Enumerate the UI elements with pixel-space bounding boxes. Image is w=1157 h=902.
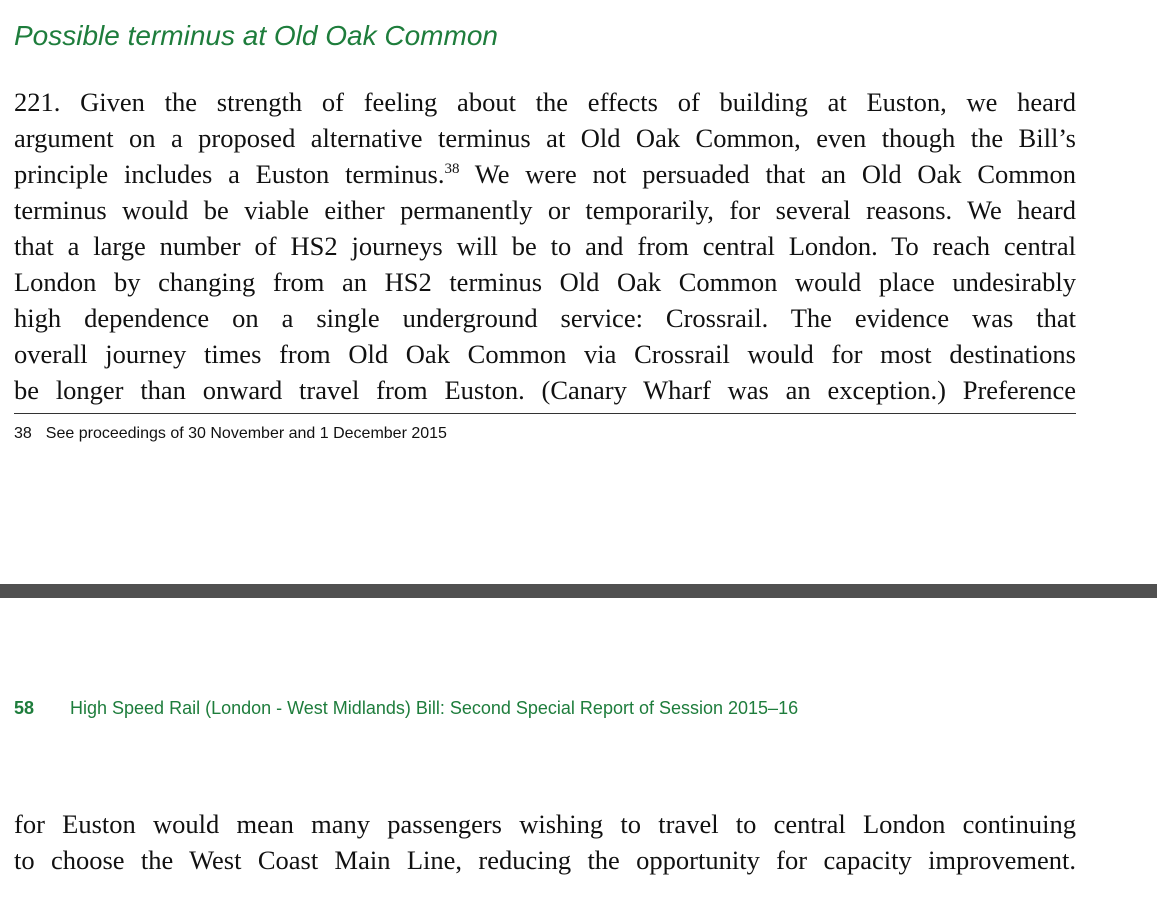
paragraph-line-text: principle includes a Euston terminus. bbox=[14, 159, 445, 189]
paragraph-line: terminus would be viable either permanently or temporarily, for several reasons. We heard bbox=[14, 195, 1076, 225]
paragraph-221 bbox=[14, 84, 1076, 408]
paragraph-continuation bbox=[14, 806, 1076, 878]
paragraph-line: argument on a proposed alternative terminus at Old Oak Common, even though the Bill’s bbox=[14, 123, 1076, 153]
paragraph-line: to choose the West Coast Main Line, reducing the opportunity for capacity improvement. bbox=[14, 845, 1076, 875]
footnote-separator bbox=[14, 413, 1076, 414]
running-header bbox=[14, 698, 798, 719]
footnote-reference[interactable]: 38 bbox=[444, 161, 460, 177]
paragraph-line: high dependence on a single underground service: Crossrail. The evidence was that bbox=[14, 303, 1076, 333]
paragraph-line: 221. Given the strength of feeling about the effects of building at Euston, we heard bbox=[14, 87, 1076, 117]
footnote-text: See proceedings of 30 November and 1 December 2015 bbox=[45, 425, 447, 442]
page-divider bbox=[0, 584, 1157, 598]
paragraph-line-with-footnote bbox=[14, 156, 1076, 192]
paragraph-line: overall journey times from Old Oak Common via Crossrail would for most destinations bbox=[14, 339, 1076, 369]
paragraph-line: that a large number of HS2 journeys will be to and from central London. To reach central bbox=[14, 231, 1076, 261]
paragraph-line: for Euston would mean many passengers wishing to travel to central London continuing bbox=[14, 809, 1076, 839]
paragraph-line: London by changing from an HS2 terminus Old Oak Common would place undesirably bbox=[14, 267, 1076, 297]
paragraph-line-text: We were not persuaded that an Old Oak Common bbox=[459, 159, 1076, 189]
footnote-number: 38 bbox=[14, 425, 32, 442]
section-heading: Possible terminus at Old Oak Common bbox=[14, 20, 498, 51]
page-number: 58 bbox=[14, 698, 35, 718]
report-title: High Speed Rail (London - West Midlands) Bill: Second Special Report of Session 2015–16 bbox=[70, 698, 799, 718]
paragraph-line: be longer than onward travel from Euston. (Canary Wharf was an exception.) Preference bbox=[14, 375, 1076, 405]
footnote bbox=[14, 425, 447, 443]
